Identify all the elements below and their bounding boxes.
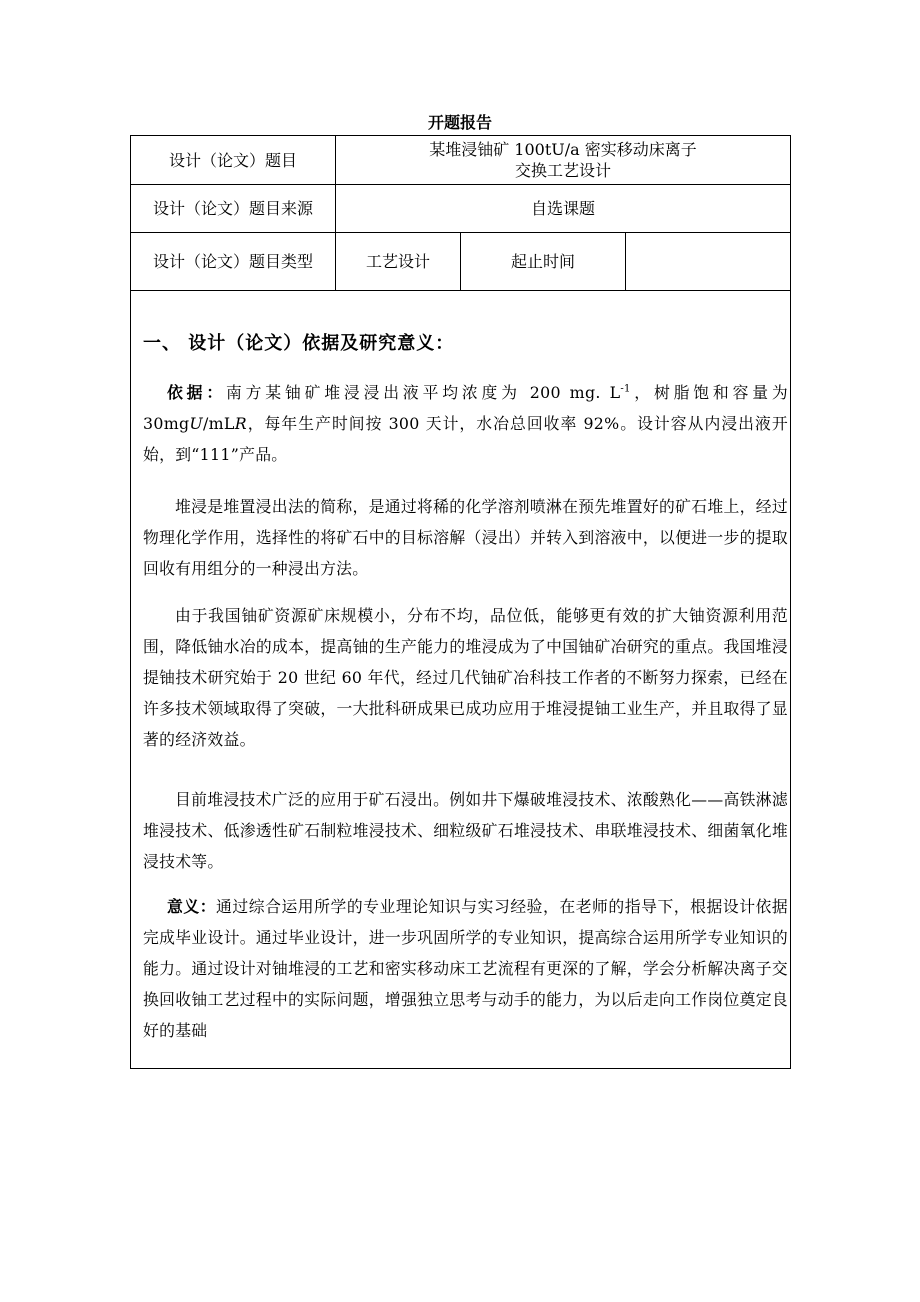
section-content — [131, 291, 790, 1068]
paragraph-research-status: 由于我国铀矿资源矿床规模小，分布不均，品位低，能够更有效的扩大铀资源利用范围，降低铀水冶的成本，提高铀的生产能力的堆浸成为了中国铀矿冶研究的重点。我国堆浸提铀技术研究始于 20 世纪 60 年代，经过几代铀矿冶科技工作者的不断努力探索，已经在许多技术领域取得了突破，一大批科研成果已成功应用于堆浸提铀工业生产，并且取得了显著的经济效益。 — [143, 606, 788, 749]
source-row — [131, 185, 791, 233]
time-label: 起止时间 — [461, 233, 626, 291]
title-label: 设计（论文）题目 — [131, 136, 336, 185]
paragraph-applications: 目前堆浸技术广泛的应用于矿石浸出。例如井下爆破堆浸技术、浓酸熟化——高铁淋滤堆浸技术、低渗透性矿石制粒堆浸技术、细粒级矿石堆浸技术、串联堆浸技术、细菌氧化堆浸技术等。 — [143, 790, 788, 871]
title-value — [336, 136, 791, 185]
type-value: 工艺设计 — [336, 233, 461, 291]
source-label: 设计（论文）题目来源 — [131, 185, 336, 233]
basis-superscript: -1 — [620, 383, 631, 395]
basis-text-d: ，每年生产时间按 300 天计，水冶总回收率 92%。设计容从内浸出液开始，到“111”产品。 — [143, 414, 788, 464]
title-value-line2: 交换工艺设计 — [515, 161, 612, 180]
basis-paragraph — [143, 377, 788, 470]
basis-unit-r: R — [234, 414, 247, 433]
time-value — [626, 233, 791, 291]
title-row — [131, 136, 791, 185]
content-cell — [131, 291, 791, 1069]
proposal-form-table — [130, 135, 791, 1069]
significance-label: 意义： — [167, 897, 217, 916]
paragraph-heap-leaching: 堆浸是堆置浸出法的简称，是通过将稀的化学溶剂喷淋在预先堆置好的矿石堆上，经过物理化学作用，选择性的将矿石中的目标溶解（浸出）并转入到溶液中，以便进一步的提取回收有用组分的一种浸出方法。 — [143, 497, 788, 578]
type-label: 设计（论文）题目类型 — [131, 233, 336, 291]
page-title: 开题报告 — [427, 113, 492, 132]
source-value: 自选课题 — [336, 185, 791, 233]
significance-paragraph — [143, 891, 788, 1046]
title-value-line1: 某堆浸铀矿 100tU/a 密实移动床离子 — [429, 140, 697, 159]
content-row — [131, 291, 791, 1069]
basis-text-a: 南方某铀矿堆浸浸出液平均浓度为 200 mg. L — [225, 383, 621, 402]
basis-label: 依据： — [167, 383, 226, 402]
basis-text-c: /mL — [203, 414, 235, 433]
basis-unit-u: U — [189, 414, 204, 433]
basis-text-b: ，树脂饱和容量为 30mg — [143, 383, 788, 433]
type-row — [131, 233, 791, 291]
significance-text: 通过综合运用所学的专业理论知识与实习经验，在老师的指导下，根据设计依据完成毕业设计。通过毕业设计，进一步巩固所学的专业知识，提高综合运用所学专业知识的能力。通过设计对铀堆浸的工艺和密实移动床工艺流程有更深的了解，学会分析解决离子交换回收铀工艺过程中的实际问题，增强独立思考与动手的能力，为以后走向工作岗位奠定良好的基础 — [143, 897, 788, 1040]
section-heading: 一、 设计（论文）依据及研究意义： — [143, 333, 455, 354]
